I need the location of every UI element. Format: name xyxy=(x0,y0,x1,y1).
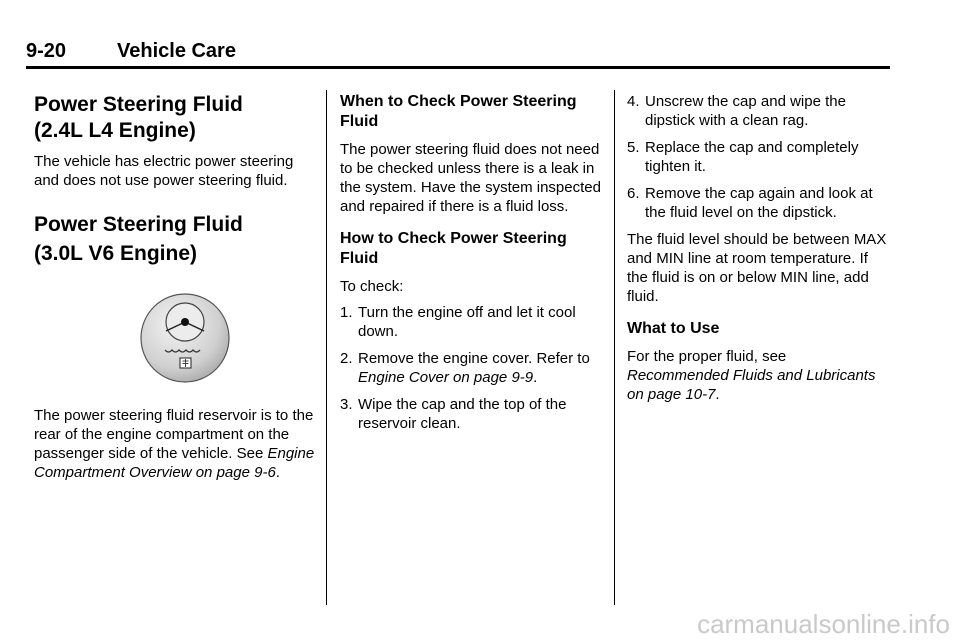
heading-what-to-use: What to Use xyxy=(627,320,720,337)
paragraph-when-to-check: The power steering fluid does not need to be checked unless there is a leak in the system. Have the system inspected and repaired if there is a fluid loss. xyxy=(340,141,601,215)
link-engine-compartment-overview[interactable]: Engine Compartment Overview on page 9-6 xyxy=(34,445,315,481)
paragraph-reservoir-location: The power steering fluid reservoir is to the rear of the engine compartment on the passenger side of the vehicle. See Engine Compartment Overview on page 9-6. xyxy=(34,407,315,481)
list-item: 4. Unscrew the cap and wipe the dipstick with a clean rag. xyxy=(627,93,846,129)
paragraph-electric-steering: The vehicle has electric power steering and does not use power steering fluid. xyxy=(34,153,294,189)
link-engine-cover[interactable]: Engine Cover on page 9-9 xyxy=(358,369,534,386)
link-recommended-fluids[interactable]: Recommended Fluids and Lubricants on page 10-7 xyxy=(627,367,876,403)
list-item: 6. Remove the cap again and look at the fluid level on the dipstick. xyxy=(627,185,873,221)
page-number: 9-20 xyxy=(26,40,67,62)
column-2 xyxy=(340,90,604,433)
steps-list-2 xyxy=(627,92,889,222)
column-divider-1 xyxy=(326,90,327,605)
column-divider-2 xyxy=(614,90,615,605)
list-item: 2. Remove the engine cover. Refer to Engine Cover on page 9-9. xyxy=(340,350,590,386)
list-item: 5. Replace the cap and completely tighten it. xyxy=(627,139,859,175)
heading-ps-fluid-24l: Power Steering Fluid (2.4L L4 Engine) xyxy=(34,93,243,142)
column-1 xyxy=(34,90,316,482)
column-3 xyxy=(627,90,889,404)
list-item: 1. Turn the engine off and let it cool down. xyxy=(340,304,576,340)
steps-list-1 xyxy=(340,303,604,433)
section-title: Vehicle Care xyxy=(117,40,236,62)
heading-how-to-check: How to Check Power Steering Fluid xyxy=(340,230,567,267)
power-steering-fluid-icon xyxy=(139,292,231,384)
list-item: 3. Wipe the cap and the top of the reservoir clean. xyxy=(340,396,567,432)
paragraph-what-to-use: For the proper fluid, see Recommended Fluids and Lubricants on page 10-7. xyxy=(627,348,876,403)
heading-ps-fluid-30l: Power Steering Fluid (3.0L V6 Engine) xyxy=(34,213,243,265)
header-rule xyxy=(26,66,890,69)
watermark: carmanualsonline.info xyxy=(697,609,950,639)
paragraph-to-check: To check: xyxy=(340,278,404,295)
page-header xyxy=(26,40,890,70)
paragraph-fluid-level: The fluid level should be between MAX and MIN line at room temperature. If the fluid is on or below MIN line, add fluid. xyxy=(627,231,887,305)
heading-when-to-check: When to Check Power Steering Fluid xyxy=(340,93,577,130)
